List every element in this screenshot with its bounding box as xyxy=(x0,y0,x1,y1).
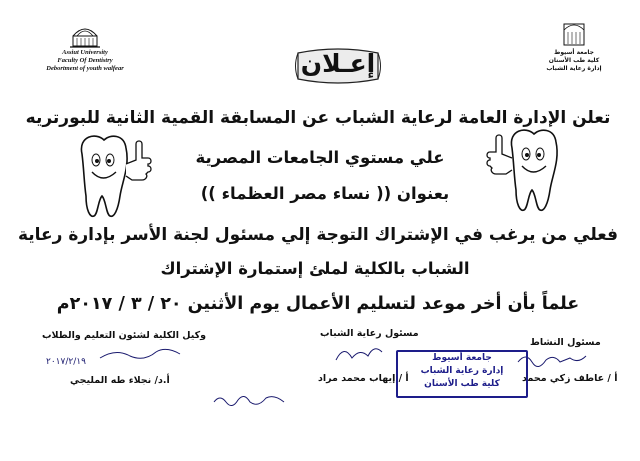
page-title: إعـلان xyxy=(300,49,376,78)
university-logo-icon xyxy=(68,20,102,48)
official-stamp xyxy=(396,350,528,398)
header-left-english xyxy=(40,20,130,73)
stamp-line-3: كلية طب الأسنان xyxy=(424,379,500,389)
header-right-arabic xyxy=(538,20,610,73)
stamp-line-1: جامعة أسيوط xyxy=(432,353,492,363)
faculty-logo-icon xyxy=(561,20,587,48)
youth-officer-signature-icon xyxy=(330,340,390,368)
vice-dean-name: أ.د/ نجلاء طه المليجي xyxy=(70,375,170,386)
activity-officer-title: مسئول النشاط xyxy=(530,337,601,348)
date-handwritten: ٢٠١٧/٢/١٩ xyxy=(46,357,86,367)
department-name-en: Debortment of youth walfear xyxy=(46,65,124,72)
university-name-ar: جامعة أسيوط xyxy=(554,49,594,56)
announcement-line-5: الشباب بالكلية لملئ إستمارة الإشتراك xyxy=(160,259,470,278)
faculty-name-ar: كلية طب الأسنان xyxy=(548,57,600,64)
stamp-line-2: إدارة رعاية الشباب xyxy=(420,366,504,376)
bottom-signature-icon xyxy=(210,388,290,412)
faculty-name-en: Faculty Of Dentistry xyxy=(57,57,113,64)
announcement-line-4: فعلي من يرغب في الإشتراك التوجة إلي مسئول لجنة الأسر بإدارة رعاية xyxy=(17,225,618,245)
youth-officer-name: أ / إيهاب محمد مراد xyxy=(318,373,409,384)
announcement-line-2: علي مستوي الجامعات المصرية xyxy=(195,148,445,167)
tooth-mascot-right-icon xyxy=(486,124,570,218)
activity-officer-name: أ / عاطف زكي محمد xyxy=(522,373,618,384)
tooth-mascot-left-icon xyxy=(72,130,156,222)
vice-dean-title: وكيل الكلية لشئون التعليم والطلاب xyxy=(42,330,207,341)
youth-officer-title: مسئول رعاية الشباب xyxy=(320,328,419,339)
department-name-ar: إدارة رعاية الشباب xyxy=(546,65,602,72)
university-name-en: Assiut University xyxy=(62,49,108,56)
announcement-line-1: تعلن الإدارة العامة لرعاية الشباب عن المسابقة القمية الثانية للبورتريه xyxy=(25,108,611,128)
announcement-line-6: علماً بأن أخر موعد لتسليم الأعمال يوم الأثنين ٢٠ / ٣ / ٢٠١٧م xyxy=(56,294,580,314)
announcement-line-3: بعنوان (( نساء مصر العظماء )) xyxy=(200,184,450,203)
vice-dean-signature-icon xyxy=(96,342,186,368)
